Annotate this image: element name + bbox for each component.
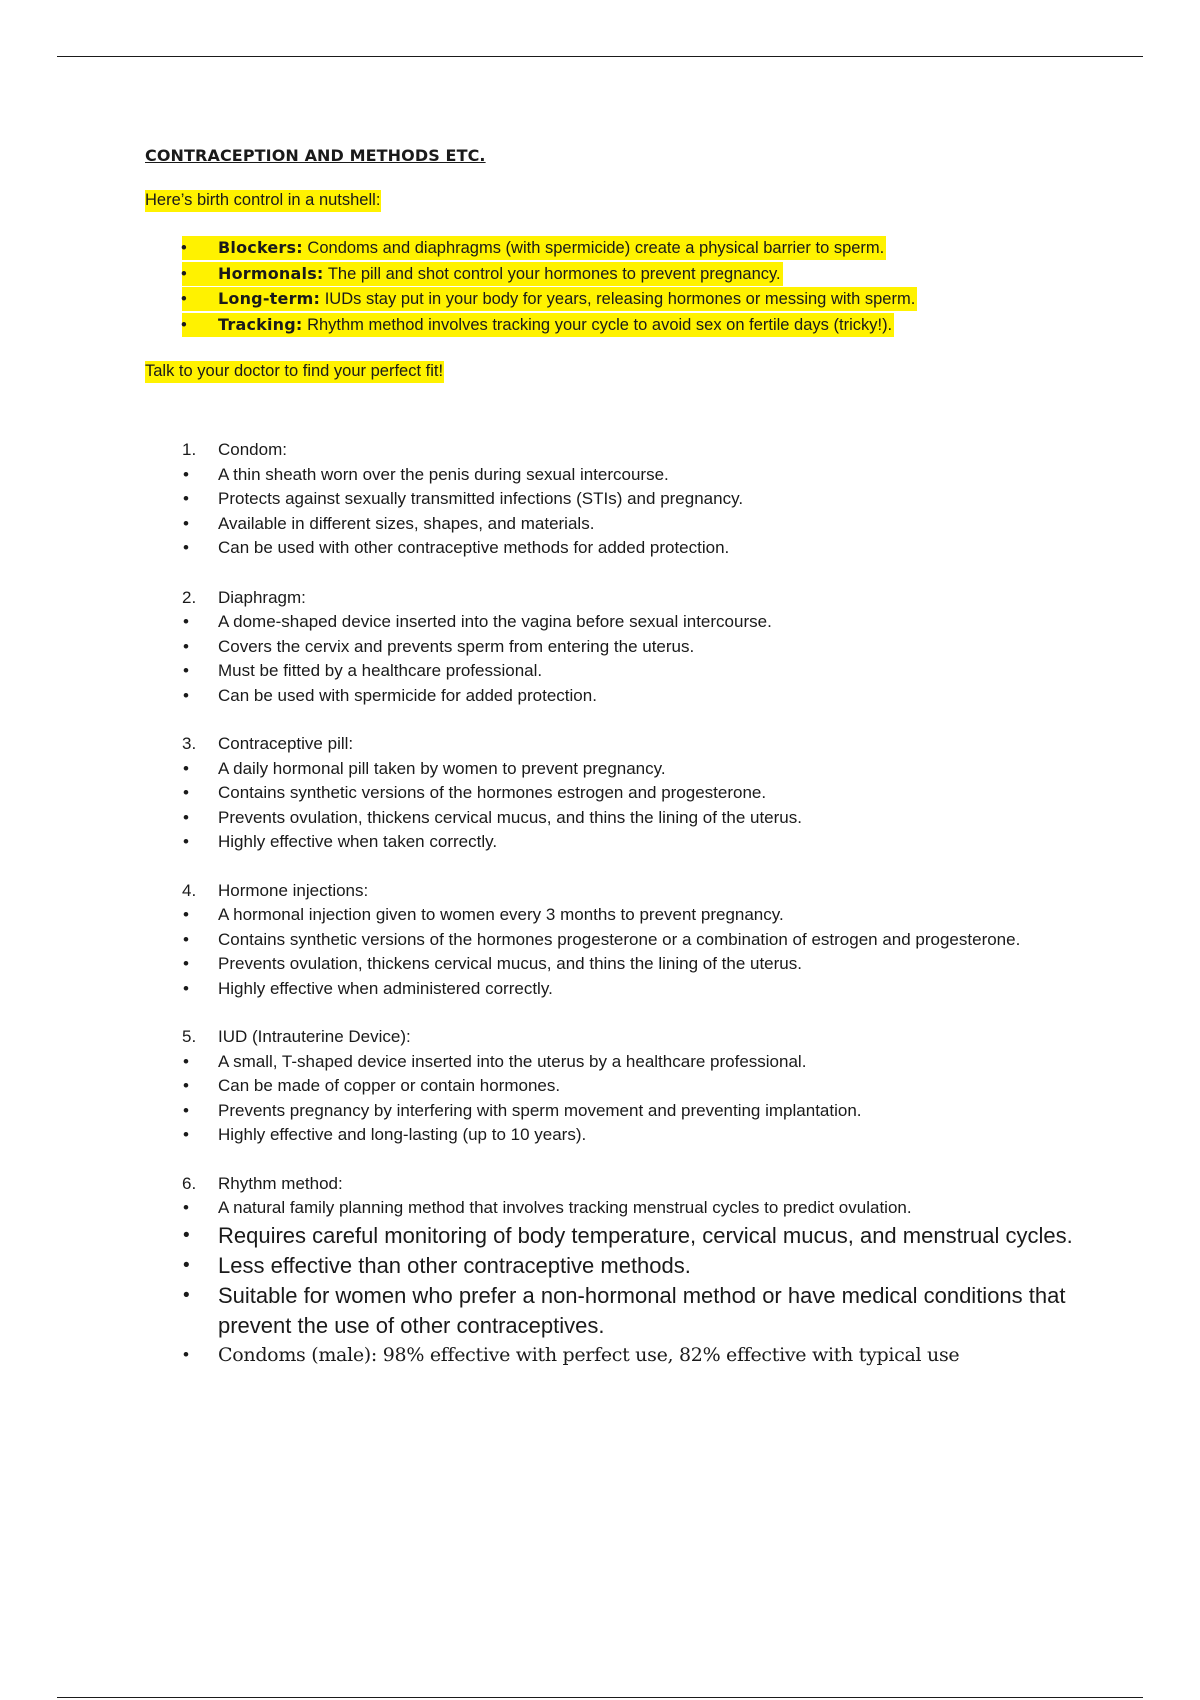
method-number: 6.: [182, 1173, 197, 1193]
summary-item: [145, 287, 1105, 313]
method-section-injections: [145, 879, 1105, 1002]
method-point: • A dome-shaped device inserted into the vagina before sexual intercourse.: [145, 610, 1105, 635]
method-point: • Prevents ovulation, thickens cervical mucus, and thins the lining of the uterus.: [145, 806, 1105, 831]
method-points: [145, 1196, 1105, 1369]
method-section-iud: [145, 1025, 1105, 1148]
method-number: 1.: [182, 440, 197, 459]
summary-highlight: [182, 236, 886, 260]
method-point: • Prevents pregnancy by interfering with sperm movement and preventing implantation.: [145, 1099, 1105, 1124]
bullet-icon: •: [181, 315, 187, 334]
method-point: • Available in different sizes, shapes, and materials.: [145, 512, 1105, 537]
method-point: • A thin sheath worn over the penis during sexual intercourse.: [145, 463, 1105, 488]
method-heading: [145, 1025, 1105, 1050]
method-number: 5.: [182, 1027, 197, 1046]
method-name: IUD (Intrauterine Device):: [218, 1027, 411, 1046]
bullet-icon: •: [181, 290, 187, 308]
method-point: • Contains synthetic versions of the hormones progesterone or a combination of estrogen and progesterone.: [145, 928, 1105, 953]
method-point: • Can be made of copper or contain hormones.: [145, 1074, 1105, 1099]
summary-text: Rhythm method involves tracking your cycle to avoid sex on fertile days (tricky!).: [302, 315, 893, 334]
method-point: • Protects against sexually transmitted infections (STIs) and pregnancy.: [145, 487, 1105, 512]
method-point: • A daily hormonal pill taken by women to prevent pregnancy.: [145, 757, 1105, 782]
method-section-rhythm: [145, 1172, 1105, 1369]
method-points: [145, 463, 1105, 561]
method-point: • Contains synthetic versions of the hormones estrogen and progesterone.: [145, 781, 1105, 806]
method-name: Condom:: [218, 440, 287, 459]
summary-highlight: [182, 313, 894, 337]
document-body: [145, 146, 1105, 1369]
method-number: 3.: [182, 734, 197, 753]
summary-highlight: [182, 287, 917, 311]
method-point: • A small, T-shaped device inserted into the uterus by a healthcare professional.: [145, 1050, 1105, 1075]
method-points: [145, 610, 1105, 708]
method-point: • Highly effective when taken correctly.: [145, 830, 1105, 855]
method-number: 2.: [182, 587, 197, 607]
bullet-icon: •: [181, 239, 187, 257]
method-number: 4.: [182, 880, 197, 900]
page-bottom-rule: [57, 1697, 1143, 1698]
method-point: • Suitable for women who prefer a non-hormonal method or have medical conditions that prevent the use of other contraceptives.: [145, 1281, 1105, 1341]
outro-line: [145, 360, 1105, 382]
method-points: [145, 1050, 1105, 1148]
summary-item: [145, 313, 1105, 339]
method-name: Diaphragm:: [218, 587, 306, 607]
method-heading: [145, 438, 1105, 463]
page-title: CONTRACEPTION AND METHODS ETC.: [145, 146, 486, 165]
method-heading: [145, 879, 1105, 904]
method-point: • Prevents ovulation, thickens cervical mucus, and thins the lining of the uterus.: [145, 952, 1105, 977]
summary-text: The pill and shot control your hormones to prevent pregnancy.: [323, 264, 781, 283]
method-points: [145, 903, 1105, 1001]
summary-text: Condoms and diaphragms (with spermicide) create a physical barrier to sperm.: [302, 239, 885, 257]
method-point: • Highly effective when administered correctly.: [145, 977, 1105, 1002]
method-point: • Covers the cervix and prevents sperm from entering the uterus.: [145, 635, 1105, 660]
method-point: • Must be fitted by a healthcare professional.: [145, 659, 1105, 684]
method-point: • Highly effective and long-lasting (up to 10 years).: [145, 1123, 1105, 1148]
page-top-rule: [57, 56, 1143, 57]
summary-label: Tracking:: [218, 314, 303, 334]
method-heading: [145, 732, 1105, 757]
summary-label: Hormonals:: [218, 263, 324, 283]
bullet-icon: •: [181, 264, 187, 283]
summary-text: IUDs stay put in your body for years, releasing hormones or messing with sperm.: [320, 290, 916, 308]
summary-label: Long-term:: [218, 289, 321, 308]
method-point: • A hormonal injection given to women every 3 months to prevent pregnancy.: [145, 903, 1105, 928]
method-point: • Requires careful monitoring of body temperature, cervical mucus, and menstrual cycles.: [145, 1221, 1105, 1251]
method-point: • Condoms (male): 98% effective with perfect use, 82% effective with typical use: [145, 1341, 1105, 1369]
method-heading: [145, 586, 1105, 611]
summary-list: [145, 236, 1105, 338]
intro-text: Here’s birth control in a nutshell:: [145, 190, 381, 212]
method-heading: [145, 1172, 1105, 1197]
summary-highlight: [182, 262, 783, 286]
method-points: [145, 757, 1105, 855]
method-section-pill: [145, 732, 1105, 855]
method-section-diaphragm: [145, 586, 1105, 709]
outro-text: Talk to your doctor to find your perfect fit!: [145, 361, 444, 383]
method-section-condom: [145, 438, 1105, 561]
summary-item: [145, 236, 1105, 262]
summary-label: Blockers:: [218, 238, 303, 257]
method-point: • Can be used with other contraceptive methods for added protection.: [145, 536, 1105, 561]
method-point: • A natural family planning method that involves tracking menstrual cycles to predict ovulation.: [145, 1196, 1105, 1221]
method-name: Contraceptive pill:: [218, 734, 354, 753]
method-point: • Can be used with spermicide for added protection.: [145, 684, 1105, 709]
method-name: Rhythm method:: [218, 1173, 343, 1193]
summary-item: [145, 262, 1105, 288]
method-point: • Less effective than other contraceptive methods.: [145, 1251, 1105, 1281]
intro-line: [145, 189, 1105, 211]
method-name: Hormone injections:: [218, 880, 369, 900]
